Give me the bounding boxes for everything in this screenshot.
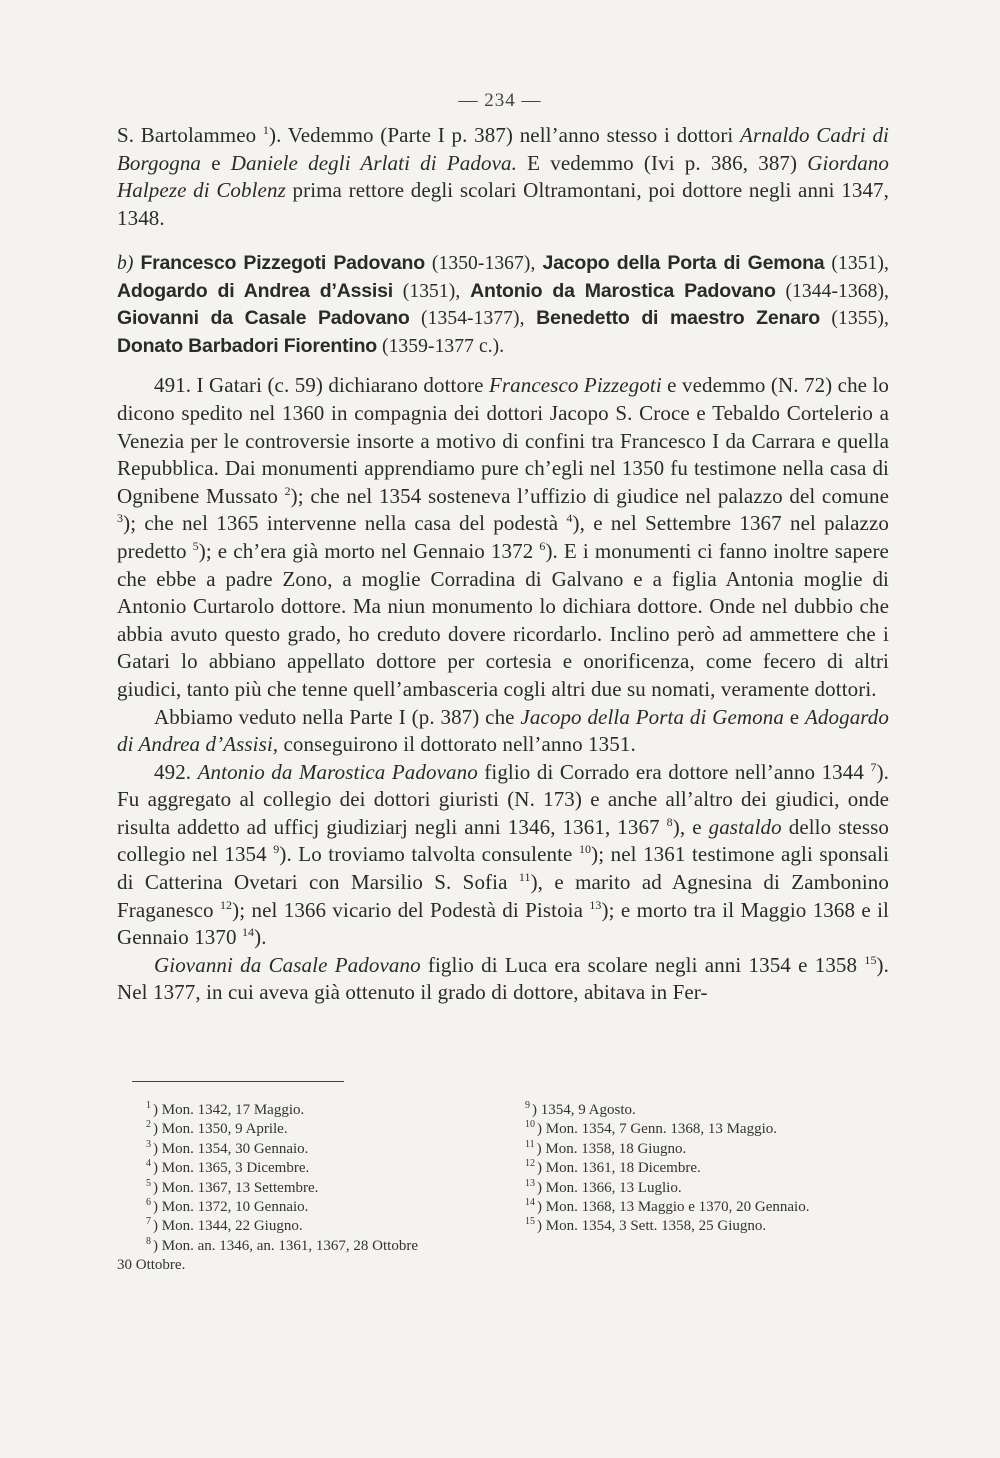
text-run: dello stesso collegio nel 1354 [117,814,889,867]
bold-name: Adogardo di Andrea d’Assisi [117,279,393,302]
footnote-reference: 12 [219,897,233,912]
footnote-number: 1 [146,1100,151,1111]
footnote [525,1217,905,1236]
footnote-paren: ) [153,1237,162,1254]
footnote [117,1120,497,1139]
footnote-reference: 10 [578,842,592,857]
footnote-paren: ) [536,1140,546,1157]
footnote [117,1237,497,1256]
text-run: 491. I Gatari (c. 59) dichiarano dottore [154,373,489,398]
footnote-reference: 5 [192,538,199,553]
italic-run: Antonio da Marostica Padovano [197,759,478,784]
footnote [117,1217,497,1236]
paragraph-opening [117,122,889,232]
footnote [525,1198,905,1217]
footnote-text: Mon. 1354, 7 Genn. 1368, 13 Maggio. [545,1121,777,1138]
text-run: ). Lo troviamo talvolta consulente [279,842,579,867]
footnote-reference: 14 [241,925,255,940]
footnote-number: 3 [146,1138,151,1150]
footnote-text: Mon. 1350, 9 Aprile. [161,1121,288,1138]
footnote [117,1198,497,1217]
italic-run: Francesco Pizzegoti [488,373,662,398]
footnote-text: Mon. 1344, 22 Giugno. [161,1218,303,1235]
bold-name: Benedetto di maestro Zenaro [536,307,820,330]
bold-name: Jacopo della Porta di Gemona [542,252,825,275]
footnote [525,1179,905,1198]
text-run: figlio di Corrado era dottore nell’anno 1344 [477,759,871,784]
footnote-text: Mon. an. 1346, an. 1361, 1367, 28 Ottobre [161,1237,418,1254]
footnote-text: Mon. 1365, 3 Dicembre. [161,1160,310,1177]
footnote-paren: ) [153,1160,162,1177]
bold-name: Giovanni da Casale Padovano [117,307,410,330]
paragraph-para-491 [117,372,889,703]
text-run: ). Nel 1377, in cui aveva già ottenuto il grado di dottore, abitava in Fer- [117,952,889,1005]
text-run: ); che nel 1365 intervenne nella casa del podestà [123,511,567,536]
footnote-paren: ) [537,1179,546,1196]
footnote-number: 6 [146,1197,151,1209]
footnote-reference: 4 [566,511,573,526]
footnote-text: Mon. 1367, 13 Settembre. [161,1179,319,1196]
italic-run: Giordano Halpeze di Coblenz [117,150,889,203]
text-run: ); nel 1366 vicario del Podestà di Pistoia [232,897,590,922]
text-run: (1355), [819,308,889,330]
main-text [117,122,889,1007]
text-run: ), e [672,814,709,839]
footnote-reference: 15 [864,952,877,967]
text-run: ); nel 1361 testimone agli sponsali di Catterina Ovetari con Marsilio S. Sofia [117,842,889,895]
text-run: conseguirono il dottorato nell’anno 1351. [278,732,636,757]
footnote-text: Mon. 1372, 10 Gennaio. [161,1199,309,1216]
footnote-text: Mon. 1342, 17 Maggio. [161,1102,305,1118]
text-run: ). Fu aggregato al collegio dei dottori giuristi (N. 173) e anche all’altro dei giudici, onde risulta addetto ad ufficj giudiziarj negli anni 1346, 1361, 1367 [117,759,890,839]
footnote [525,1159,905,1178]
footnote-paren: ) [153,1179,162,1196]
footnote-continuation: 30 Ottobre. [117,1257,186,1274]
footnote-paren: ) [153,1199,162,1216]
footnote-number: 7 [146,1216,151,1228]
footnote-number: 13 [525,1177,535,1189]
footnote-reference: 11 [518,870,531,885]
footnote-reference: 3 [117,511,124,526]
footnote-number: 9 [525,1100,530,1111]
footnote-paren: ) [537,1121,546,1138]
footnote-text: Mon. 1361, 18 Dicembre. [545,1160,701,1177]
footnote-reference: 2 [284,483,291,498]
text-run: (1354-1377), [409,308,537,330]
footnote [525,1140,905,1159]
paragraph-heading-b [117,250,889,360]
footnote [525,1120,905,1139]
text-run: ). E i monumenti ci fanno inoltre sapere che ebbe a padre Zono, a moglie Corradina di Galvano e a figlia Antonia moglie di Antonio Curtarolo dottore. Ma niun monumento lo dichiara dottore. Onde nel dubbio che abbia avuto questo grado, ho creduto dovere ricordarlo. Inclino però ad ammettere che i Gatari lo abbiano appellato dottore per cortesia e onorificenza, come fecero di altri giudici, tanto più che tenne quell’ambasceria cogli altri due su nomati, veramente dottori. [117,538,889,701]
footnote-paren: ) [153,1102,162,1118]
footnote-number: 10 [525,1119,535,1131]
text-run: prima rettore degli scolari Oltramontani, poi dottore negli anni 1347, 1348. [117,178,889,230]
text-run: (1350-1367), [424,253,543,275]
text-run: Abbiamo veduto nella Parte I (p. 387) che [154,704,521,729]
text-run: ); che nel 1354 sosteneva l’uffizio di giudice nel palazzo del comune [290,483,890,508]
footnote-reference: 13 [589,897,602,912]
text-run: (1351), [392,280,471,302]
text-run: ); e ch’era già morto nel Gennaio 1372 [198,538,540,563]
footnote-text: Mon. 1354, 30 Gennaio. [161,1140,309,1157]
text-run: ), e marito ad Agnesina di Zambonino Fraganesco [117,870,890,922]
bold-name: Donato Barbadori Fiorentino [117,334,378,357]
text-run: ). Vedemmo (Parte I p. 387) nell’anno stesso i dottori [269,123,741,147]
footnotes-left-column [117,1101,497,1276]
text-run: e [783,704,805,729]
text-run: (1344-1368), [775,280,890,302]
footnote-number: 2 [146,1119,151,1131]
footnote-number: 5 [146,1177,151,1189]
italic-run: Adogardo di Andrea d’Assisi, [117,704,889,757]
footnote-reference: 7 [870,759,877,774]
footnote-text: Mon. 1354, 3 Sett. 1358, 25 Giugno. [545,1218,767,1235]
footnote-text: Mon. 1366, 13 Luglio. [545,1179,682,1196]
italic-run: b) [117,253,134,275]
footnotes-right-column [525,1101,905,1237]
footnote [117,1140,497,1159]
footnote-number: 14 [525,1197,535,1209]
text-run: ); e morto tra il Maggio 1368 e il Gennaio 1370 [117,897,889,950]
footnote [117,1179,497,1198]
footnote-paren: ) [537,1199,546,1216]
footnote-text: 1354, 9 Agosto. [540,1102,636,1118]
paragraph-para-abbiamo [117,704,889,759]
italic-run: Daniele degli Arlati di Padova. [230,150,517,175]
text-run: (1359-1377 c.). [377,335,505,357]
footnote-number: 12 [525,1158,535,1170]
footnote [117,1159,497,1178]
text-run: figlio di Luca era scolare negli anni 1354 e 1358 [420,952,865,977]
footnote-text: Mon. 1368, 13 Maggio e 1370, 20 Gennaio. [545,1199,810,1216]
footnote-paren: ) [537,1160,546,1177]
text-run: S. Bartolammeo [117,123,263,147]
text-run: (1351), [824,253,889,275]
text-run: E vedemmo (Ivi p. 386, 387) [516,150,808,175]
bold-name: Antonio da Marostica Padovano [470,279,776,302]
footnote-number: 15 [525,1216,535,1228]
text-run: ). [254,925,267,950]
italic-run: Jacopo della Porta di Gemona [520,704,784,729]
footnote-paren: ) [153,1121,162,1138]
italic-run: Giovanni da Casale Padovano [154,952,421,977]
footnote [117,1101,497,1120]
footnote-number: 8 [146,1235,151,1247]
text-run: e vedemmo (N. 72) che lo dicono spedito nel 1360 in compagnia dei dottori Jacopo S. Croce e Tebaldo Cortelerio a Venezia per le controversie insorte a motivo di confini tra Francesco I da Carrara e quella Repubblica. Dai monumenti apprendiamo pure ch’egli nel 1350 fu testimone nella casa di Ognibene Mussato [117,373,890,508]
footnote-reference: 6 [539,538,546,553]
footnote-paren: ) [532,1102,541,1118]
paragraph-para-giovanni [117,952,889,1007]
text-run: e [201,150,231,175]
footnote-paren: ) [537,1218,546,1235]
footnote-separator [132,1081,344,1082]
italic-run: gastaldo [708,814,782,839]
italic-run: Arnaldo Cadri di Borgogna [117,123,889,175]
footnote-paren: ) [153,1140,162,1157]
footnote-reference: 8 [666,814,673,829]
footnote-reference: 9 [273,842,280,857]
page-number: — 234 — [458,90,542,111]
bold-name: Francesco Pizzegoti Padovano [140,252,425,275]
text-run: ), e nel Settembre 1367 nel palazzo predetto [117,511,890,563]
footnote [525,1101,905,1120]
footnote-reference: 1 [262,123,270,137]
footnote-text: Mon. 1358, 18 Giugno. [545,1140,687,1157]
footnote-number: 4 [146,1158,151,1170]
footnote-number: 11 [525,1138,535,1150]
text-run: 492. [154,759,198,784]
paragraph-para-492 [117,759,889,952]
footnote-paren: ) [153,1218,162,1235]
